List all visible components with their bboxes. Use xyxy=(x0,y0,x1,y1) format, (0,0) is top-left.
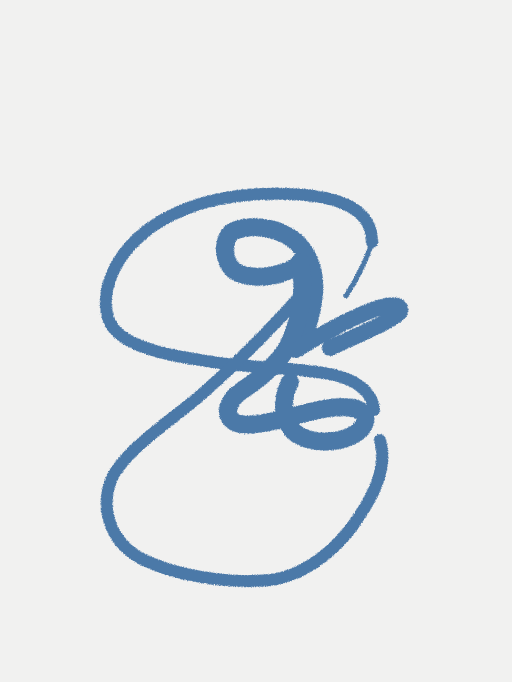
upper-right-wisp-stroke xyxy=(346,242,372,296)
